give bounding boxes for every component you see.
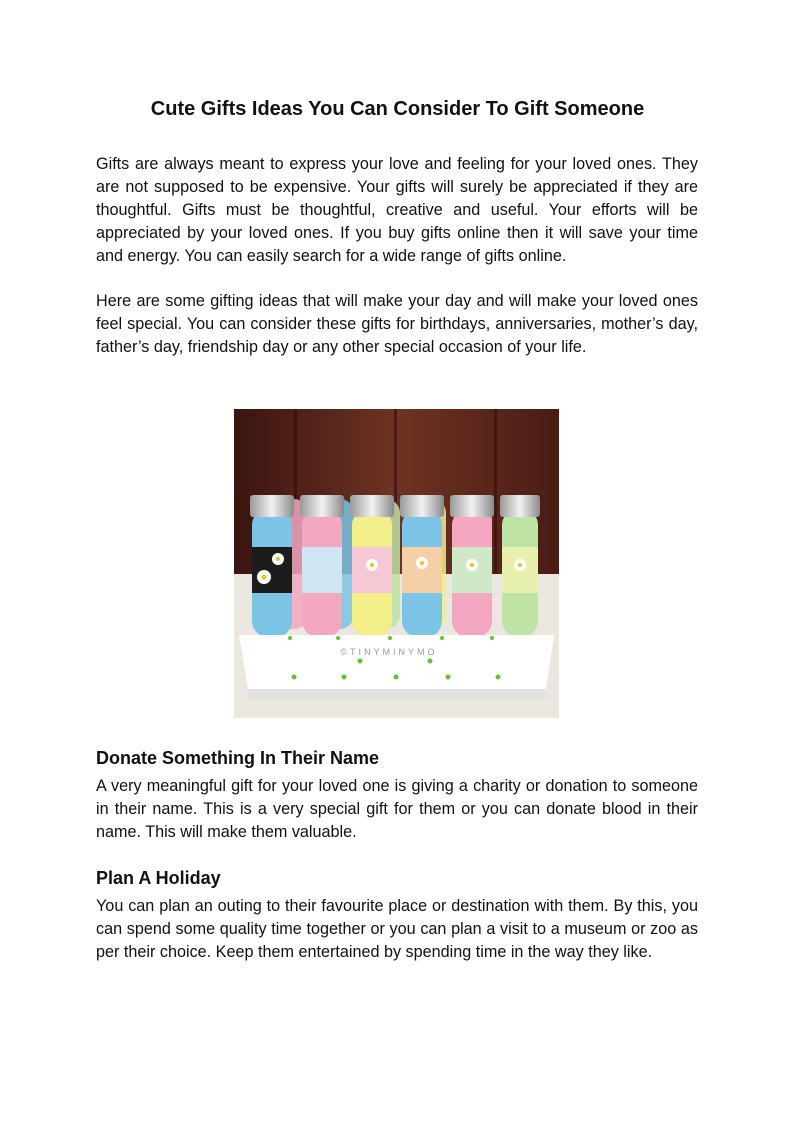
section-body-holiday: You can plan an outing to their favourite place or destination with them. By this, you can spend some quality time together or you can plan a visit to a museum or zoo as per their choice. Keep them entertained by spending time in the way they like. — [96, 897, 698, 961]
section-heading-holiday: Plan A Holiday — [96, 868, 221, 888]
section-heading-donate: Donate Something In Their Name — [96, 748, 380, 768]
intro-paragraph-2: Here are some gifting ideas that will make your day and will make your loved ones feel special. You can consider these gifts for birthdays, anniversaries, mother’s day, father’s day, friendship day or any other special occasion of your life. — [96, 292, 698, 356]
section-body-donate: A very meaningful gift for your loved one is giving a charity or donation to someone in their name. This is a very special gift for them or you can donate blood in their name. This will make them valuable. — [96, 777, 698, 841]
page-title: Cute Gifts Ideas You Can Consider To Gift Someone — [150, 98, 645, 120]
watermark-text: ©TINYMINYMO — [340, 647, 438, 657]
intro-paragraph-1: Gifts are always meant to express your love and feeling for your loved ones. They are not supposed to be expensive. Your gifts will surely be appreciated if they are thoughtful. Gifts must be thoughtful, creative and useful. Your efforts will be appreciated by your loved ones. If you buy gifts online then it will save your time and energy. You can easily search for a wide range of gifts online. — [96, 155, 698, 265]
gift-photo — [234, 409, 559, 718]
